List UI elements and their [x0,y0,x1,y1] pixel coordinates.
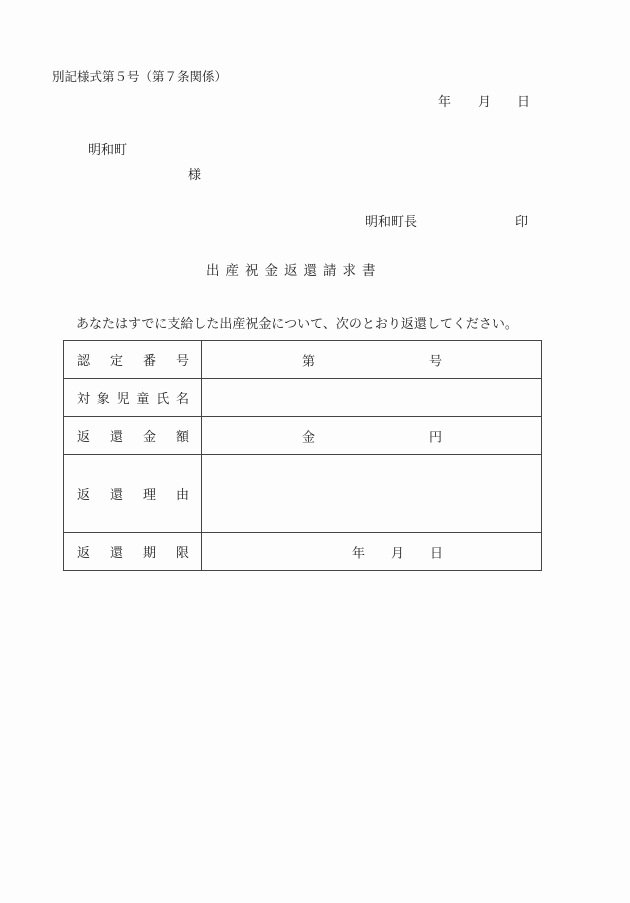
number-suffix: 号 [429,354,443,369]
issue-date-month: 月 [478,95,492,110]
form-number: 別記様式第５号（第７条関係） [52,69,228,84]
row-label-refund-reason [64,484,201,503]
label-cell [64,417,202,455]
label-char: 金 [142,430,156,445]
label-char: 童 [136,392,150,407]
label-char: 定 [109,354,123,369]
label-char: 氏 [156,392,170,407]
label-char: 額 [175,430,189,445]
table-row [64,379,542,417]
recipient-town: 明和町 [88,143,128,158]
number-prefix: 第 [302,354,316,369]
label-char: 号 [175,354,189,369]
refund-amount-field[interactable] [202,417,542,455]
label-cell [64,455,202,533]
label-char: 返 [77,488,91,503]
label-char: 番 [142,354,156,369]
row-label-certification-number [64,350,201,369]
issue-date-day: 日 [517,95,531,110]
label-cell [64,533,202,571]
refund-deadline-field[interactable] [202,533,542,571]
issue-date-year: 年 [438,95,452,110]
label-cell [64,341,202,379]
label-char: 限 [175,546,189,561]
issuer-name: 明和町長 [365,215,418,230]
label-char: 認 [77,354,91,369]
label-char: 期 [142,546,156,561]
label-char: 還 [109,488,123,503]
child-name-field[interactable] [202,379,542,417]
label-char: 返 [77,430,91,445]
label-char: 児 [116,392,130,407]
table-row [64,341,542,379]
deadline-day: 日 [430,546,444,561]
row-label-child-name [64,388,201,407]
certification-number-field[interactable] [202,341,542,379]
amount-suffix: 円 [429,430,443,445]
label-char: 名 [175,392,189,407]
deadline-year: 年 [352,546,366,561]
request-message: あなたはすでに支給した出産祝金について、次のとおり返還してください。 [76,317,518,332]
label-char: 理 [142,488,156,503]
row-label-refund-amount [64,426,201,445]
table-row [64,455,542,533]
label-char: 象 [96,392,110,407]
label-cell [64,379,202,417]
refund-reason-field[interactable] [202,455,542,533]
claim-table [63,340,542,571]
label-char: 由 [175,488,189,503]
document-title: 出産祝金返還請求書 [206,263,382,279]
row-label-refund-deadline [64,542,201,561]
label-char: 返 [77,546,91,561]
recipient-honorific: 様 [188,168,202,183]
seal-mark: 印 [515,215,529,230]
label-char: 還 [109,430,123,445]
label-char: 対 [77,392,91,407]
deadline-month: 月 [391,546,405,561]
amount-prefix: 金 [302,430,316,445]
table-row [64,417,542,455]
label-char: 還 [109,546,123,561]
table-row [64,533,542,571]
